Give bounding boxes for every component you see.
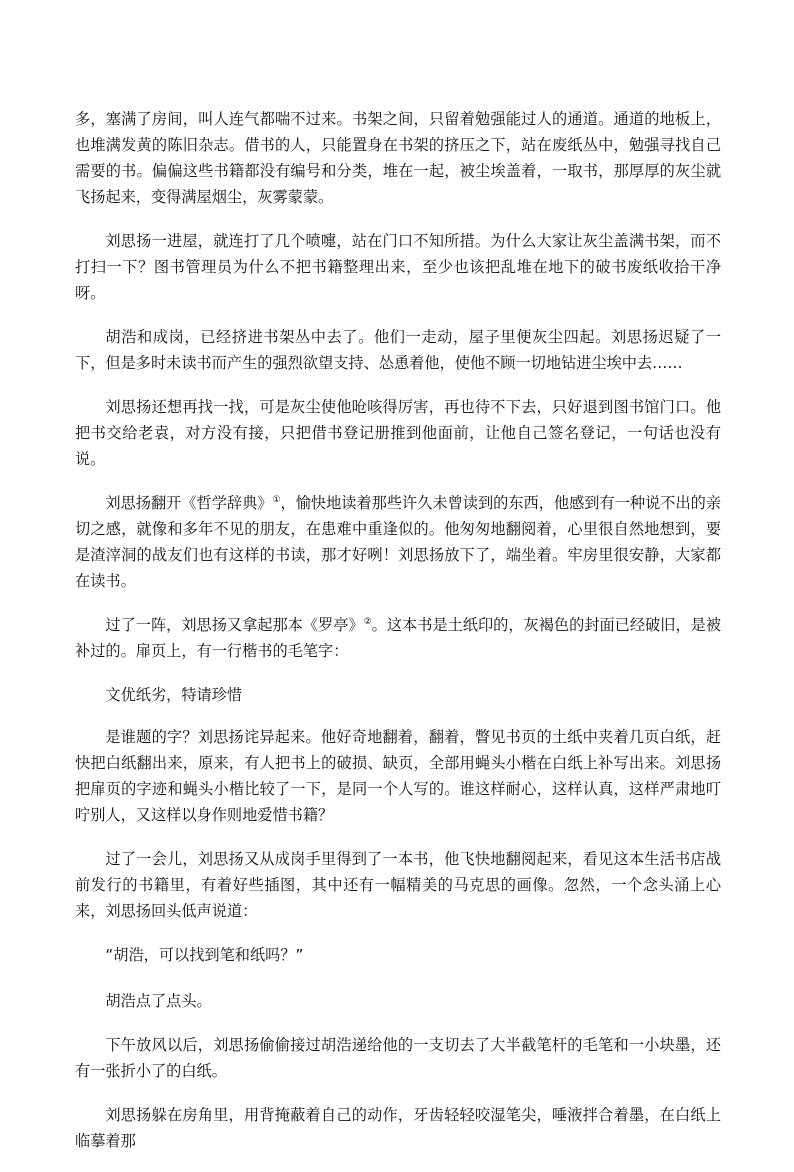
paragraph-2 [75,228,721,306]
paragraph-text: 刘思扬躲在房角里，用背掩蔽着自己的动作，牙齿轻轻咬湿笔尖，唾液拌合着墨，在白纸上临摹着那 [75,1106,721,1150]
paragraph-text: 胡浩点了点头。 [105,992,212,1010]
paragraph-5 [75,490,721,594]
paragraph-4 [75,394,721,472]
paragraph-13 [75,1102,721,1154]
paragraph-text: 多，塞满了房间，叫人连气都喘不过来。书架之间，只留着勉强能过人的通道。通道的地板上，也堆满发黄的陈旧杂志。借书的人，只能置身在书架的挤压之下，站在废纸丛中，勉强寻找自己需要的书。偏偏这些书籍都没有编号和分类，堆在一起，被尘埃盖着，一取书，那厚厚的灰尘就飞扬起来，变得满屋烟尘，灰雾蒙蒙。 [75,110,721,206]
paragraph-text: 刘思扬翻开《哲学辞典》 [105,494,273,512]
paragraph-3 [75,324,721,376]
footnote-marker-2: ② [363,616,372,627]
footnote-marker-1: ① [272,494,281,505]
dialogue-line [75,942,721,968]
paragraph-6 [75,612,721,664]
paragraph-text: 文优纸劣，特请珍惜 [105,686,243,704]
paragraph-text: ，愉快地读着那些许久未曾读到的东西，他感到有一种说不出的亲切之感，就像和多年不见的朋友，在患难中重逢似的。他匆匆地翻阅着，心里很自然地想到，要是渣滓洞的战友们也有这样的书读，那才好咧！刘思扬放下了，端坐着。牢房里很安静，大家都在读书。 [75,494,722,590]
paragraph-12 [75,1032,721,1084]
paragraph-text: “胡浩，可以找到笔和纸吗？” [105,946,304,964]
paragraph-text: 过了一阵，刘思扬又拿起那本《罗亭》 [105,616,364,634]
paragraph-text: 刘思扬一进屋，就连打了几个喷嚏，站在门口不知所措。为什么大家让灰尘盖满书架，而不打扫一下？图书管理员为什么不把书籍整理出来，至少也该把乱堆在地下的破书废纸收拾干净呀。 [75,232,721,302]
document-body [75,106,721,1172]
paragraph-9 [75,846,721,924]
paragraph-1 [75,106,721,210]
inscription-line [75,682,721,708]
paragraph-text: 胡浩和成岗，已经挤进书架丛中去了。他们一走动，屋子里便灰尘四起。刘思扬迟疑了一下，但是多时未读书而产生的强烈欲望支持、怂恿着他，使他不顾一切地钻进尘埃中去…… [75,328,721,372]
paragraph-8 [75,724,721,828]
paragraph-text: 下午放风以后，刘思扬偷偷接过胡浩递给他的一支切去了大半截笔杆的毛笔和一小块墨，还有一张折小了的白纸。 [75,1036,721,1080]
paragraph-text: 。这本书是土纸印的，灰褐色的封面已经破旧，是被补过的。扉页上，有一行楷书的毛笔字： [75,616,722,660]
paragraph-11 [75,988,721,1014]
paragraph-text: 刘思扬还想再找一找，可是灰尘使他呛咳得厉害，再也待不下去，只好退到图书馆门口。他把书交给老袁，对方没有接，只把借书登记册推到他面前，让他自己签名登记，一句话也没有说。 [75,398,721,468]
paragraph-text: 过了一会儿，刘思扬又从成岗手里得到了一本书，他飞快地翻阅起来，看见这本生活书店战前发行的书籍里，有着好些插图，其中还有一幅精美的马克思的画像。忽然，一个念头涌上心来，刘思扬回头低声说道： [75,850,721,920]
paragraph-text: 是谁题的字？刘思扬诧异起来。他好奇地翻着，翻着，瞥见书页的土纸中夹着几页白纸，赶快把白纸翻出来，原来，有人把书上的破损、缺页，全部用蝇头小楷在白纸上补写出来。刘思扬把扉页的字迹和蝇头小楷比较了一下，是同一个人写的。谁这样耐心，这样认真，这样严肃地叮咛别人，又这样以身作则地爱惜书籍？ [75,728,721,824]
